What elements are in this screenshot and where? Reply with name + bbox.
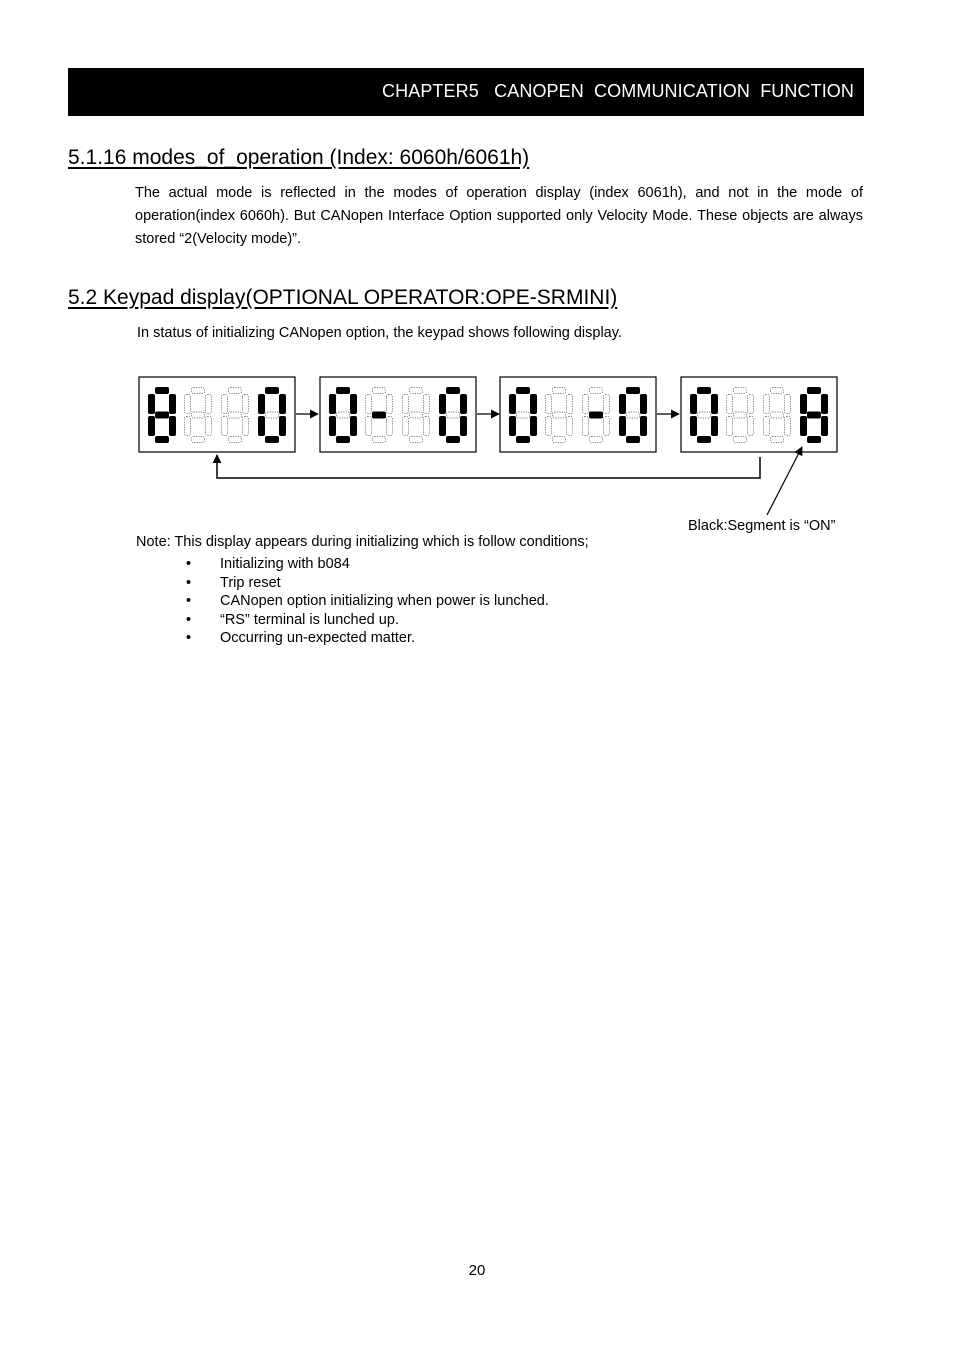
section-5-1-16-heading: 5.1.16 modes_of_operation (Index: 6060h/6061h) — [68, 146, 530, 169]
segment-on — [821, 416, 828, 436]
bullet-icon: • — [186, 574, 192, 591]
segment-on — [530, 394, 537, 414]
segment-on — [640, 394, 647, 414]
segment-on — [265, 436, 279, 443]
list-item — [186, 629, 549, 648]
segment-on — [711, 416, 718, 436]
segment-on — [697, 436, 711, 443]
segment-on — [711, 394, 718, 414]
list-item — [186, 555, 549, 574]
keypad-display-3 — [500, 377, 656, 452]
segment-on — [530, 416, 537, 436]
segment-on — [329, 416, 336, 436]
segment-on — [516, 436, 530, 443]
segment-on — [336, 387, 350, 394]
segment-on — [169, 394, 176, 414]
segment-on — [155, 387, 169, 394]
segment-on — [446, 436, 460, 443]
keypad-display-4 — [681, 377, 837, 452]
section-5-2-intro: In status of initializing CANopen option, the keypad shows following display. — [137, 325, 622, 341]
bullet-icon: • — [186, 630, 192, 646]
list-item-text: Initializing with b084 — [220, 556, 350, 572]
note-text: Note: This display appears during initializing which is follow conditions; — [136, 534, 589, 550]
bullet-icon: • — [186, 556, 192, 572]
segment-on — [807, 412, 821, 419]
segment-on — [516, 387, 530, 394]
segment-on — [372, 412, 386, 419]
keypad-display-diagram — [0, 0, 954, 560]
bullet-icon: • — [186, 593, 192, 609]
segment-on — [329, 394, 336, 414]
segment-on — [690, 416, 697, 436]
segment-on — [148, 394, 155, 414]
list-item — [186, 574, 549, 593]
segment-on — [350, 394, 357, 414]
chapter-title: CHAPTER5 CANOPEN COMMUNICATION FUNCTION — [382, 81, 854, 101]
segment-on — [619, 416, 626, 436]
section-5-1-16-body: The actual mode is reflected in the modes of operation display (index 6061h), and not in the mode of operation(index 6060h). But CANopen Interface Option supported only Velocity Mode. These objects are always stored “2(Velocity mode)”. — [135, 185, 863, 247]
segment-on-callout: Black:Segment is “ON” — [688, 518, 836, 534]
section-5-2-heading: 5.2 Keypad display(OPTIONAL OPERATOR:OPE-SRMINI) — [68, 286, 618, 309]
bullet-icon: • — [186, 611, 192, 628]
segment-on — [690, 394, 697, 414]
segment-on — [619, 394, 626, 414]
segment-on — [155, 436, 169, 443]
list-item — [186, 592, 549, 611]
condition-list — [186, 555, 549, 648]
segment-on — [258, 416, 265, 436]
segment-on — [265, 387, 279, 394]
segment-on — [148, 416, 155, 436]
segment-on — [800, 394, 807, 414]
segment-on — [697, 387, 711, 394]
list-item-text: CANopen option initializing when power is lunched. — [220, 593, 549, 609]
segment-on — [807, 387, 821, 394]
segment-on — [155, 412, 169, 419]
segment-on — [460, 394, 467, 414]
segment-on — [626, 387, 640, 394]
list-item-text: Occurring un-expected matter. — [220, 630, 416, 646]
segment-on — [258, 394, 265, 414]
segment-on — [509, 416, 516, 436]
segment-on — [439, 416, 446, 436]
segment-on — [460, 416, 467, 436]
segment-on — [279, 394, 286, 414]
keypad-display-2 — [320, 377, 476, 452]
segment-on — [350, 416, 357, 436]
segment-on — [640, 416, 647, 436]
segment-on — [626, 436, 640, 443]
segment-on — [807, 436, 821, 443]
loop-back-arrow — [217, 455, 760, 478]
segment-on — [589, 412, 603, 419]
segment-on — [800, 416, 807, 436]
segment-on — [439, 394, 446, 414]
segment-on — [446, 387, 460, 394]
segment-on — [509, 394, 516, 414]
page-number: 20 — [468, 1262, 486, 1279]
segment-on — [279, 416, 286, 436]
segment-on — [821, 394, 828, 414]
callout-leader-line — [767, 447, 802, 515]
keypad-display-1 — [139, 377, 295, 452]
list-item — [186, 611, 549, 630]
segment-on — [169, 416, 176, 436]
segment-on — [336, 436, 350, 443]
list-item-text: Trip reset — [220, 574, 281, 591]
list-item-text: “RS” terminal is lunched up. — [220, 611, 399, 628]
